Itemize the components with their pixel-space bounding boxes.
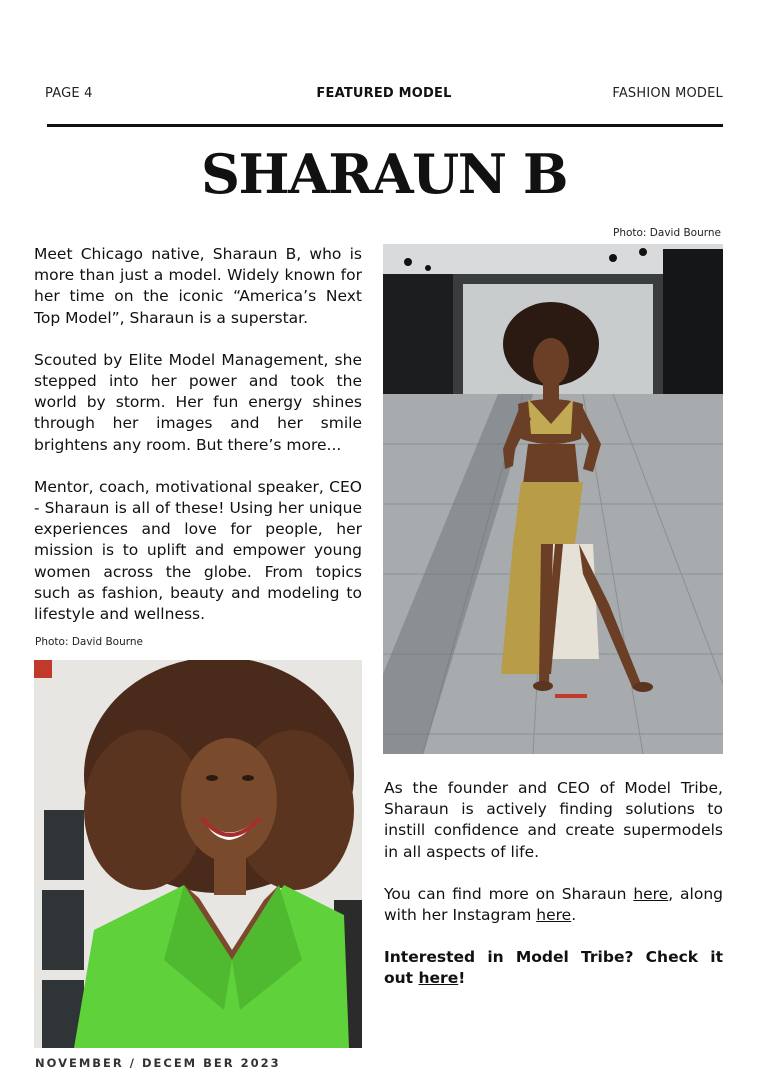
find-more-suffix: .: [571, 906, 577, 925]
sharaun-website-link[interactable]: here: [633, 884, 669, 903]
instagram-link[interactable]: here: [536, 906, 572, 925]
cta-suffix: !: [458, 969, 466, 988]
issue-date-footer: NOVEMBER / DECEM BER 2023: [35, 1056, 281, 1070]
founder-paragraph: As the founder and CEO of Model Tribe, Sharaun is actively finding solutions to instill confidence and create supermodels in all aspects of life.: [384, 779, 723, 861]
cta-text: Interested in Model Tribe? Check it out: [384, 948, 723, 988]
find-more-paragraph: [384, 884, 723, 926]
right-column: [384, 778, 723, 990]
find-more-text: You can find more on Sharaun: [384, 884, 634, 903]
model-tribe-link[interactable]: here: [418, 969, 459, 988]
header-divider: [47, 124, 723, 127]
model-tribe-cta: [384, 947, 723, 989]
mission-paragraph: Mentor, coach, motivational speaker, CEO - Sharaun is all of these! Using her unique experiences and love for people, her mission is to uplift and empower young women across the globe. From topics such as fashion, beauty and modeling to lifestyle and wellness.: [34, 477, 362, 624]
fullbody-photo-illustration: [383, 244, 723, 754]
page-title: SHARAUN B: [200, 142, 568, 206]
category-label: FASHION MODEL: [612, 86, 723, 101]
section-label: FEATURED MODEL: [316, 86, 452, 101]
portrait-photo-illustration: [34, 660, 362, 1048]
instagram-lead-text: , along with her Instagram: [384, 884, 723, 925]
left-column: [34, 244, 362, 625]
photo-credit-fullbody: Photo: David Bourne: [612, 227, 721, 239]
career-paragraph: Scouted by Elite Model Management, she stepped into her power and took the world by storm. Her fun energy shines through her images and her smile brightens any room. But there’s more...: [34, 350, 362, 454]
page-number: PAGE 4: [45, 86, 93, 101]
fullbody-photo: [383, 244, 723, 754]
intro-paragraph: Meet Chicago native, Sharaun B, who is more than just a model. Widely known for her time on the iconic “America’s Next Top Model”, Sharaun is a superstar.: [34, 245, 362, 327]
photo-credit-portrait: Photo: David Bourne: [35, 636, 144, 648]
portrait-photo: [34, 660, 362, 1048]
